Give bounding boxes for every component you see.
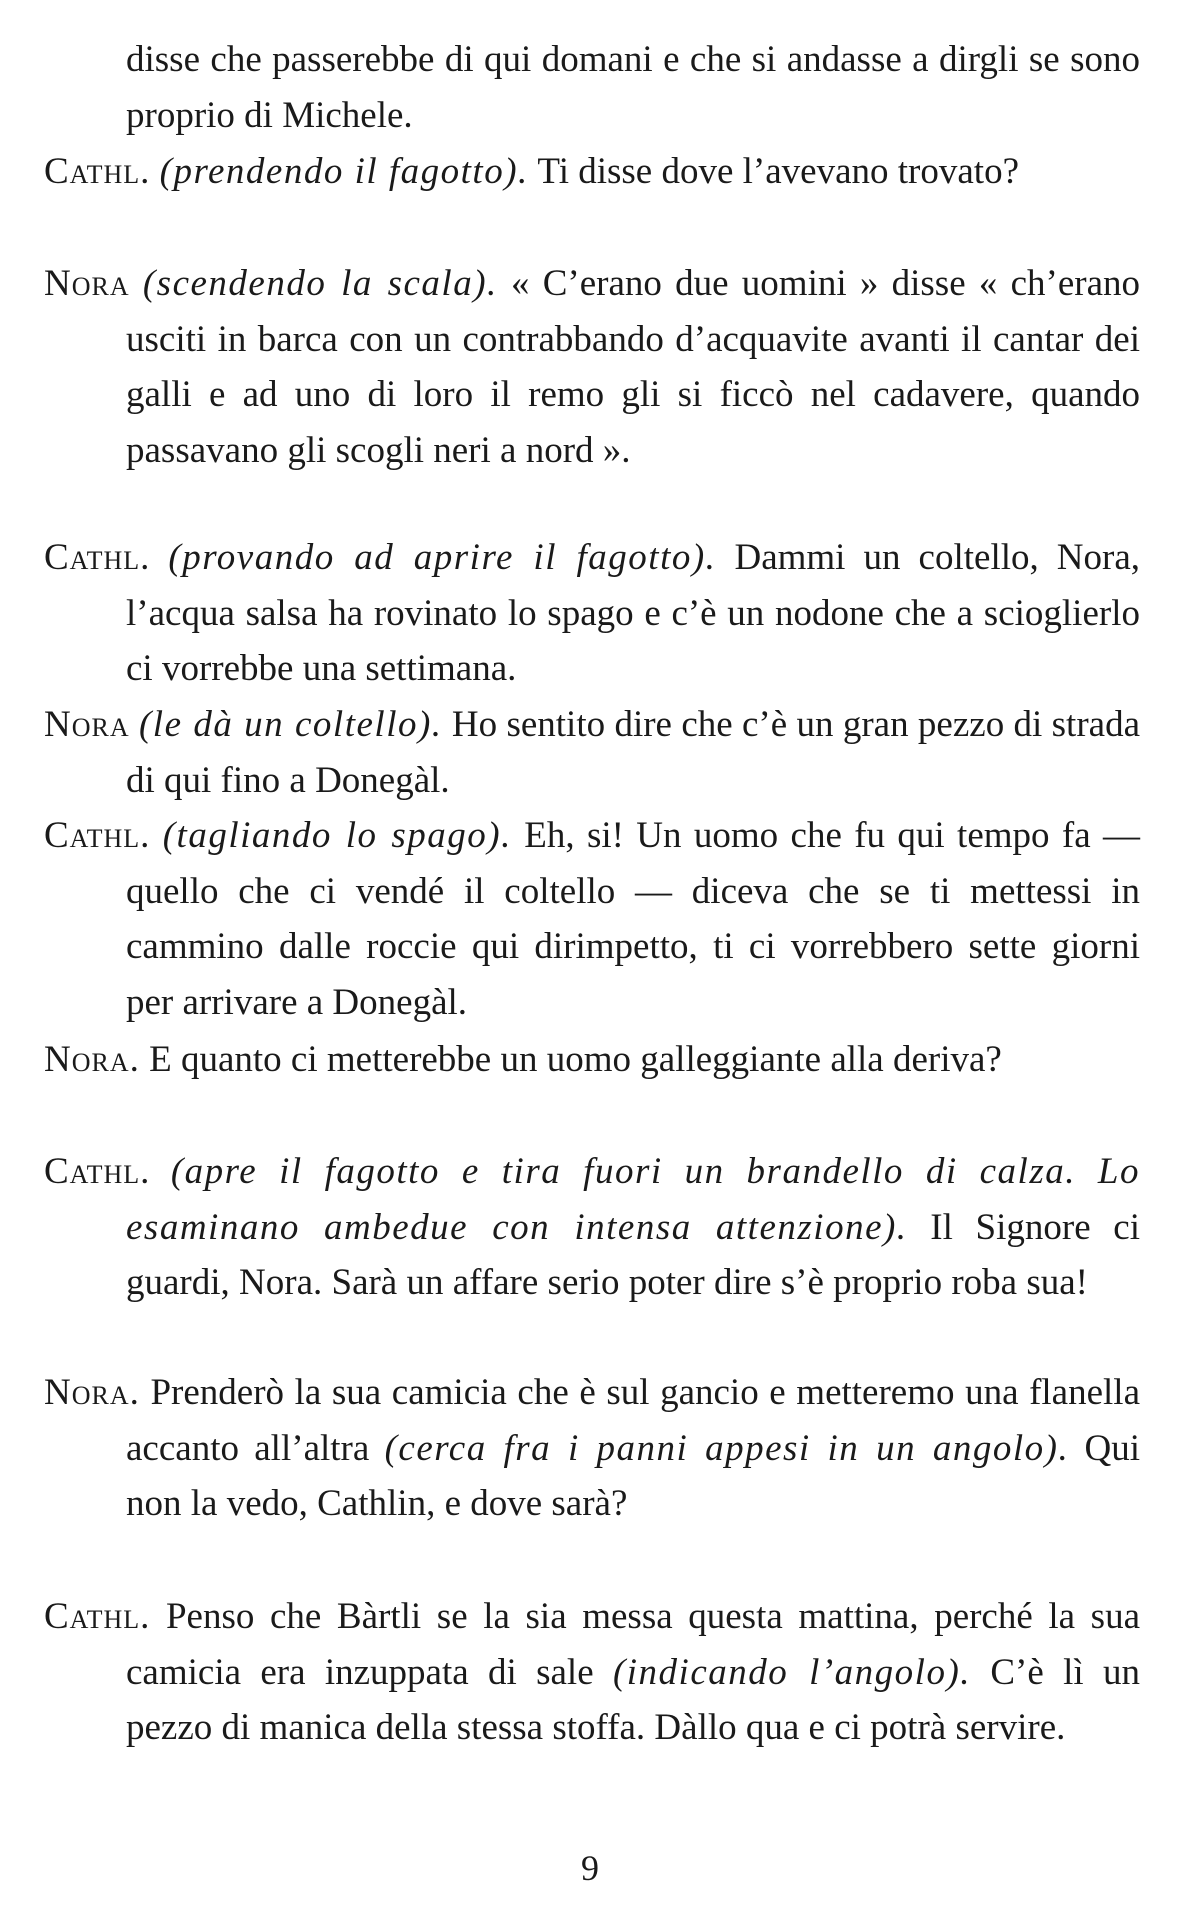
dialogue-line-3 <box>44 256 1140 478</box>
dialogue-text-end: C’è lì un pezzo di manica della stessa stoffa. Dàllo qua e ci potrà servire. <box>126 1651 1141 1748</box>
stage-direction: (cerca fra i panni appesi in un angolo). <box>384 1427 1070 1469</box>
stage-direction: (apre il fagotto e tira fuori un brandello di calza. Lo esaminano ambedue con intensa attenzione). <box>126 1151 1141 1248</box>
speaker-name: Nora. <box>44 1372 140 1413</box>
speaker-name: Cathl. <box>44 815 151 856</box>
dialogue-line-7 <box>44 1032 1140 1088</box>
dialogue-text: « C’erano due uomini » disse « ch’erano usciti in barca con un contrabbando d’acquavite avanti il cantar dei galli e ad uno di loro il remo gli si ficcò nel cadavere, quando passavano gli scogli neri a nord ». <box>126 263 1140 471</box>
speaker-name: Nora <box>44 263 130 304</box>
dialogue-text: E quanto ci metterebbe un uomo galleggiante alla deriva? <box>149 1039 1002 1080</box>
dialogue-line-8 <box>44 1144 1140 1311</box>
dialogue-text-end: Qui non la vedo, Cathlin, e dove sarà? <box>126 1427 1141 1524</box>
speaker-name: Nora. <box>44 1039 140 1080</box>
dialogue-text: Penso che Bàrtli se la sia messa questa mattina, perché la sua camicia era inzuppata di sale <box>126 1596 1141 1693</box>
page-number: 9 <box>581 1848 599 1888</box>
dialogue-text: disse che passerebbe di qui domani e che si andasse a dirgli se sono proprio di Michele. <box>126 39 1140 136</box>
dialogue-line-2 <box>44 144 1140 200</box>
stage-direction: (indicando l’angolo). <box>612 1651 972 1693</box>
speaker-name: Cathl. <box>44 151 151 192</box>
dialogue-text: Prenderò la sua camicia che è sul gancio e metteremo una flanella accanto all’altra <box>126 1372 1141 1469</box>
dialogue-line-6 <box>44 808 1140 1030</box>
stage-direction: (prendendo il fagotto). <box>159 151 529 192</box>
dialogue-text: Eh, si! Un uomo che fu qui tempo fa — quello che ci vendé il coltello — diceva che se ti mettessi in cammino dalle roccie qui dirimpetto, ti ci vorrebbero sette giorni per arrivare a Donegàl. <box>126 815 1140 1023</box>
stage-direction: (scendendo la scala). <box>142 263 498 304</box>
dialogue-line-9 <box>44 1365 1140 1532</box>
stage-direction: (tagliando lo spago). <box>162 815 512 856</box>
dialogue-line-5 <box>44 697 1140 808</box>
speaker-name: Cathl. <box>44 1596 151 1637</box>
dialogue-line-4 <box>44 530 1140 697</box>
speaker-name: Nora <box>44 704 130 745</box>
dialogue-text: Dammi un coltello, Nora, l’acqua salsa ha rovinato lo spago e c’è un nodone che a scioglierlo ci vorrebbe una settimana. <box>126 537 1141 689</box>
dialogue-text: Ti disse dove l’avevano trovato? <box>537 151 1019 192</box>
dialogue-text: Ho sentito dire che c’è un gran pezzo di strada di qui fino a Donegàl. <box>126 704 1140 801</box>
speaker-name: Cathl. <box>44 537 151 578</box>
speaker-name: Cathl. <box>44 1151 151 1192</box>
dialogue-line-10 <box>44 1589 1140 1756</box>
dialogue-line-1 <box>44 32 1140 143</box>
dialogue-text: Il Signore ci guardi, Nora. Sarà un affare serio poter dire s’è proprio roba sua! <box>126 1206 1141 1303</box>
stage-direction: (provando ad aprire il fagotto). <box>168 537 717 578</box>
stage-direction: (le dà un coltello). <box>138 704 443 745</box>
